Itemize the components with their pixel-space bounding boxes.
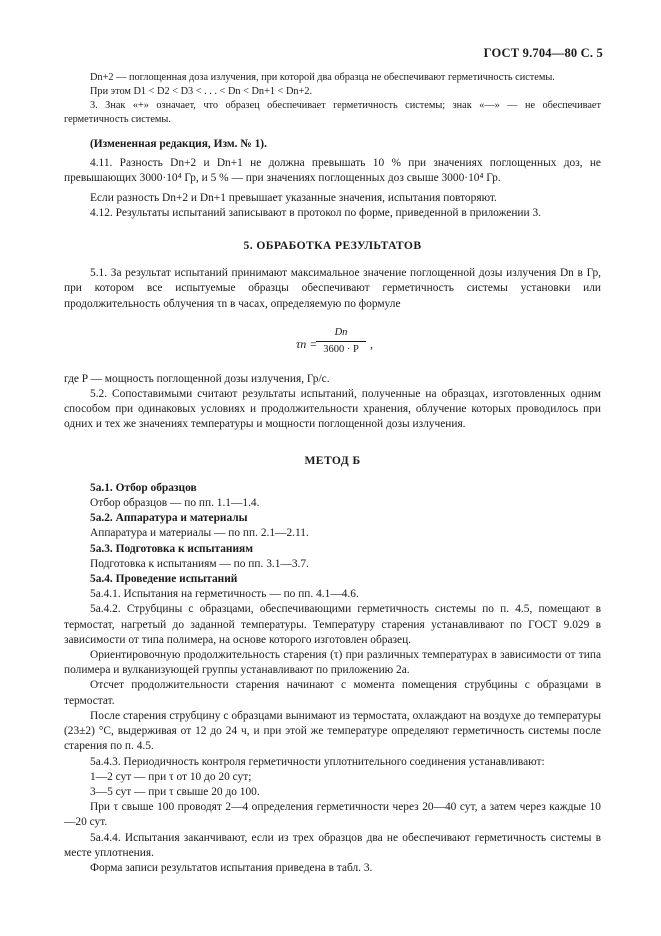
paragraph-5a-4-2: 5а.4.2. Струбцины с образцами, обеспечивающими герметичность системы по п. 4.5, помещают в термостат, нагретый до заданной температуры. Температуру старения устанавливают по ГОСТ 9.029 в зависимости от типа полимера, на основе которого изготовлен образец. [64,603,601,646]
text-5a-1: Отбор образцов — по пп. 1.1—1.4. [90,497,260,510]
method-b-title: МЕТОД Б [304,453,361,467]
paragraph-5a-4-3: 5а.4.3. Периодичность контроля герметичности уплотнительного соединения устанавливают: [90,755,545,768]
heading-5a-2: 5а.2. Аппаратура и материалы [90,512,248,525]
text-5a-2: Аппаратура и материалы — по пп. 2.1—2.11. [90,527,309,540]
formula-lhs: τn = [296,336,318,351]
heading-5a-1: 5а.1. Отбор образцов [90,481,197,494]
note-dn2: Dn+2 — поглощенная доза излучения, при которой два образца не обеспечивают герметичность системы. [90,72,555,83]
note-dose-order: При этом D1 < D2 < D3 < . . . < Dn < Dn+1 < Dn+2. [90,86,313,97]
list-item: 3—5 сут — при τ свыше 20 до 100. [90,785,260,798]
formula-fraction [316,326,366,357]
list-item: 1—2 сут — при τ от 10 до 20 сут; [90,770,252,783]
paragraph-5-2: 5.2. Сопоставимыми считают результаты испытаний, полученные на образцах, изготовленных одним способом при одинаковых условиях и продолжительности хранения, облучение которых проводилось при одних и тех же значениях температуры и мощности поглощенной дозы излучения. [64,388,601,431]
paragraph-5a-4-3-over-100: При τ свыше 100 проводят 2—4 определения герметичности через 20—40 сут, а затем через каждые 10—20 сут. [64,801,601,829]
revision-note: (Измененная редакция, Изм. № 1). [90,138,267,150]
text-5a-3: Подготовка к испытаниям — по пп. 3.1—3.7. [90,557,309,570]
paragraph-4-11-repeat: Если разность Dn+2 и Dn+1 превышает указанные значения, испытания повторяют. [90,191,497,204]
paragraph-5a-4-4-form: Форма записи результатов испытания приведена в табл. 3. [90,861,373,874]
paragraph-4-11: 4.11. Разность Dn+2 и Dn+1 не должна превышать 10 % при значениях поглощенных доз, не превышающих 3000·10⁴ Гр, и 5 % — при значениях поглощенных доз свыше 3000·10⁴ Гр. [64,157,601,185]
page-content [64,71,601,876]
formula-where: где P — мощность поглощенной дозы излучения, Гр/с. [64,372,330,385]
formula-numerator: Dn [334,326,348,338]
paragraph-5a-4-2-start: Отсчет продолжительности старения начинают с момента помещения струбцины с образцами в термостат. [64,679,601,707]
paragraph-5-1: 5.1. За результат испытаний принимают максимальное значение поглощенной дозы излучения Dn в Гр, при котором все испытуемые образцы обеспечивают герметичность системы установки или продолжительность облучения τn в часах, определяемую по формуле [64,267,601,310]
heading-5a-4: 5а.4. Проведение испытаний [90,573,238,586]
formula-tau [64,324,601,366]
formula-tail: , [370,336,373,351]
paragraph-5a-4-2-after: После старения струбцину с образцами вынимают из термостата, охлаждают на воздухе до температуры (23±2) °С, выдерживая от 12 до 24 ч, и при этой же температуре определяют герметичность системы после старения по п. 4.5. [64,709,601,753]
running-header: ГОСТ 9.704—80 С. 5 [483,46,603,60]
heading-5a-3: 5а.3. Подготовка к испытаниям [90,542,253,555]
note-3-signs: 3. Знак «+» означает, что образец обеспечивает герметичность системы; знак «—» — не обеспечивает герметичность системы. [64,100,601,125]
paragraph-5a-4-1: 5а.4.1. Испытания на герметичность — по пп. 4.1—4.6. [90,588,359,601]
section-5-title: 5. ОБРАБОТКА РЕЗУЛЬТАТОВ [243,239,422,253]
fraction-bar [316,341,366,342]
formula-denominator: 3600 · P [323,343,359,355]
paragraph-5a-4-2-duration: Ориентировочную продолжительность старения (τ) при различных температурах в зависимости от типа полимера и вулканизующей группы устанавливают по приложению 2а. [64,649,601,677]
paragraph-4-12: 4.12. Результаты испытаний записывают в протокол по форме, приведенной в приложении 3. [90,206,542,219]
paragraph-5a-4-4: 5а.4.4. Испытания заканчивают, если из трех образцов два не обеспечивают герметичность системы в месте уплотнения. [64,831,601,859]
